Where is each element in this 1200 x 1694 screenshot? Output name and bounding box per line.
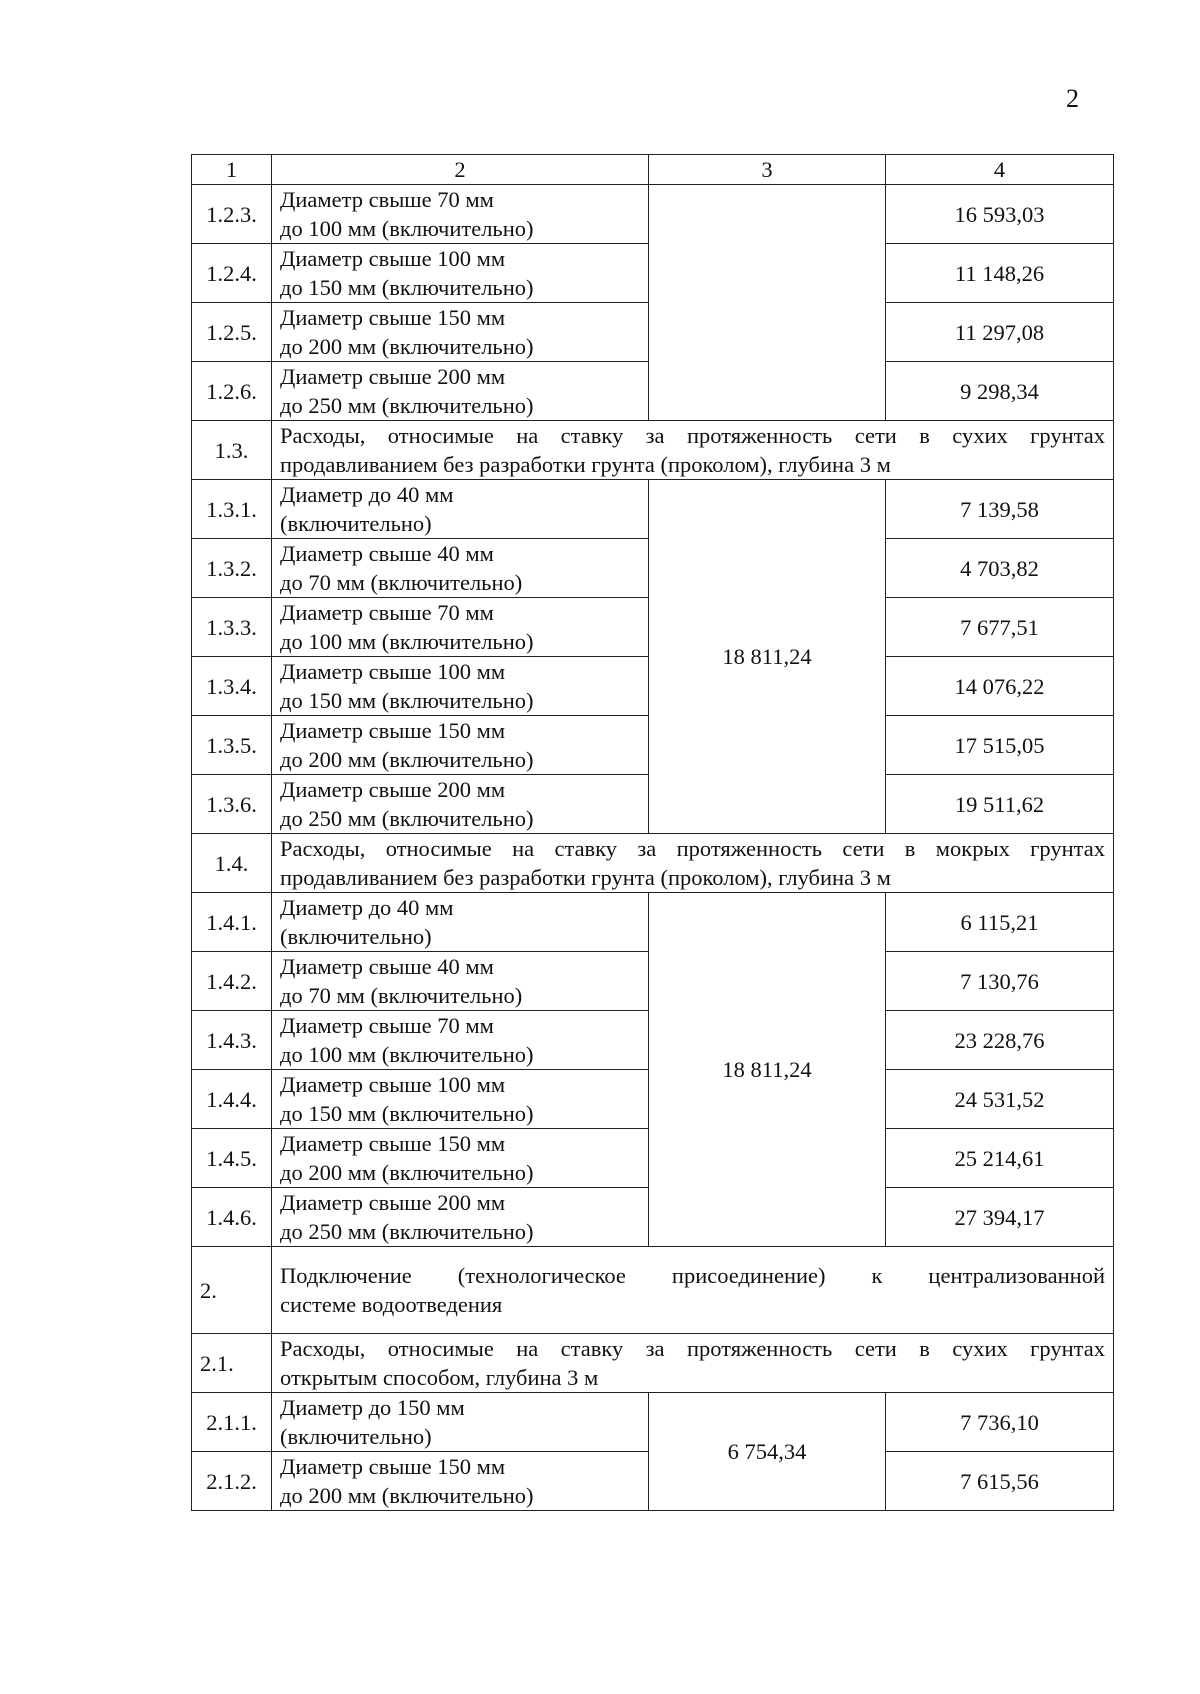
row-number: 1.2.5.	[192, 303, 272, 362]
row-number: 1.3.2.	[192, 539, 272, 598]
header-cell: 4	[886, 155, 1114, 185]
row-value: 16 593,03	[886, 185, 1114, 244]
row-description: Диаметр до 40 мм (включительно)	[272, 893, 649, 952]
section-row	[192, 834, 1114, 893]
row-description: Диаметр свыше 200 мм до 250 мм (включительно)	[272, 362, 649, 421]
header-cell: 2	[272, 155, 649, 185]
rate-cell-empty	[649, 185, 886, 421]
row-number: 2.1.1.	[192, 1393, 272, 1452]
row-value: 7 677,51	[886, 598, 1114, 657]
row-value: 19 511,62	[886, 775, 1114, 834]
row-number: 1.3.4.	[192, 657, 272, 716]
row-description: Диаметр свыше 70 мм до 100 мм (включительно)	[272, 598, 649, 657]
section-number: 2.	[192, 1247, 272, 1334]
row-number: 1.3.5.	[192, 716, 272, 775]
row-description: Диаметр свыше 100 мм до 150 мм (включительно)	[272, 1070, 649, 1129]
row-number: 1.2.3.	[192, 185, 272, 244]
header-cell: 3	[649, 155, 886, 185]
table-row	[192, 1393, 1114, 1452]
row-value: 7 139,58	[886, 480, 1114, 539]
section-row	[192, 421, 1114, 480]
row-number: 1.4.1.	[192, 893, 272, 952]
row-number: 1.2.4.	[192, 244, 272, 303]
row-description: Диаметр свыше 70 мм до 100 мм (включительно)	[272, 1011, 649, 1070]
row-value: 6 115,21	[886, 893, 1114, 952]
rate-cell: 18 811,24	[649, 893, 886, 1247]
row-description: Диаметр свыше 150 мм до 200 мм (включительно)	[272, 1452, 649, 1511]
row-value: 23 228,76	[886, 1011, 1114, 1070]
row-number: 1.3.1.	[192, 480, 272, 539]
header-cell: 1	[192, 155, 272, 185]
row-description: Диаметр свыше 100 мм до 150 мм (включительно)	[272, 244, 649, 303]
row-value: 11 148,26	[886, 244, 1114, 303]
row-value: 11 297,08	[886, 303, 1114, 362]
section-number: 1.4.	[192, 834, 272, 893]
table-row	[192, 893, 1114, 952]
page-number: 2	[1066, 84, 1079, 113]
row-value: 7 615,56	[886, 1452, 1114, 1511]
row-description: Диаметр свыше 100 мм до 150 мм (включительно)	[272, 657, 649, 716]
rate-cell: 6 754,34	[649, 1393, 886, 1511]
section-row	[192, 1334, 1114, 1393]
section-title: Расходы, относимые на ставку за протяженность сети в мокрых грунтах продавливанием без разработки грунта (проколом), глубина 3 м	[272, 834, 1114, 893]
row-value: 7 130,76	[886, 952, 1114, 1011]
row-number: 1.2.6.	[192, 362, 272, 421]
row-number: 1.3.6.	[192, 775, 272, 834]
row-description: Диаметр свыше 200 мм до 250 мм (включительно)	[272, 1188, 649, 1247]
row-number: 1.4.6.	[192, 1188, 272, 1247]
row-value: 9 298,34	[886, 362, 1114, 421]
row-number: 1.4.5.	[192, 1129, 272, 1188]
row-description: Диаметр свыше 70 мм до 100 мм (включительно)	[272, 185, 649, 244]
row-number: 1.3.3.	[192, 598, 272, 657]
row-value: 4 703,82	[886, 539, 1114, 598]
row-value: 14 076,22	[886, 657, 1114, 716]
row-number: 1.4.2.	[192, 952, 272, 1011]
row-description: Диаметр свыше 150 мм до 200 мм (включительно)	[272, 303, 649, 362]
table-header-row	[192, 155, 1114, 185]
row-description: Диаметр свыше 150 мм до 200 мм (включительно)	[272, 716, 649, 775]
row-value: 24 531,52	[886, 1070, 1114, 1129]
section-number: 1.3.	[192, 421, 272, 480]
row-number: 1.4.3.	[192, 1011, 272, 1070]
rate-cell: 18 811,24	[649, 480, 886, 834]
section-row	[192, 1247, 1114, 1334]
row-value: 17 515,05	[886, 716, 1114, 775]
row-number: 2.1.2.	[192, 1452, 272, 1511]
section-title: Расходы, относимые на ставку за протяженность сети в сухих грунтах продавливанием без разработки грунта (проколом), глубина 3 м	[272, 421, 1114, 480]
row-description: Диаметр свыше 200 мм до 250 мм (включительно)	[272, 775, 649, 834]
row-value: 7 736,10	[886, 1393, 1114, 1452]
row-value: 25 214,61	[886, 1129, 1114, 1188]
table-row	[192, 185, 1114, 244]
row-description: Диаметр до 40 мм (включительно)	[272, 480, 649, 539]
row-description: Диаметр свыше 40 мм до 70 мм (включительно)	[272, 539, 649, 598]
table-row	[192, 480, 1114, 539]
section-title: Подключение (технологическое присоединение) к централизованной системе водоотведения	[272, 1247, 1114, 1334]
section-title: Расходы, относимые на ставку за протяженность сети в сухих грунтах открытым способом, глубина 3 м	[272, 1334, 1114, 1393]
section-number: 2.1.	[192, 1334, 272, 1393]
row-description: Диаметр свыше 150 мм до 200 мм (включительно)	[272, 1129, 649, 1188]
row-description: Диаметр свыше 40 мм до 70 мм (включительно)	[272, 952, 649, 1011]
row-description: Диаметр до 150 мм (включительно)	[272, 1393, 649, 1452]
row-number: 1.4.4.	[192, 1070, 272, 1129]
row-value: 27 394,17	[886, 1188, 1114, 1247]
tariff-table	[191, 154, 1114, 1511]
